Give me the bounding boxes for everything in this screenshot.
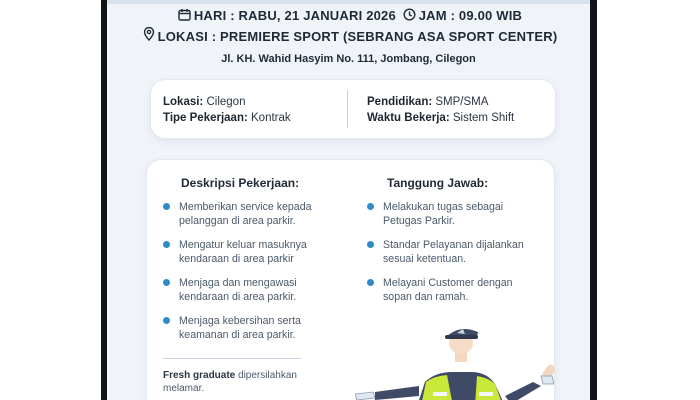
location-pin-icon — [143, 27, 155, 47]
info-left-column — [163, 94, 291, 126]
raised-hand — [541, 364, 555, 384]
bullet-dot-icon — [163, 241, 170, 248]
bullet-dot-icon — [367, 241, 374, 248]
bullet-dot-icon — [367, 279, 374, 286]
list-item: Menjaga dan mengawasi kendaraan di area parkir. — [163, 276, 343, 304]
job-poster — [107, 0, 590, 400]
job-info-card — [151, 80, 555, 138]
list-item: Melayani Customer dengan sopan dan ramah. — [367, 276, 539, 304]
event-header — [107, 6, 590, 67]
event-time: JAM : 09.00 WIB — [418, 8, 523, 23]
parking-attendant-illustration — [355, 326, 565, 400]
event-location: LOKASI : PREMIERE SPORT (SEBRANG ASA SPORT CENTER) — [157, 28, 558, 44]
info-tipe: Tipe Pekerjaan: Kontrak — [163, 112, 291, 124]
pointing-hand — [355, 392, 375, 400]
top-band — [107, 0, 590, 4]
date-time-row — [107, 6, 590, 27]
tanggung-jawab-column — [367, 176, 539, 314]
list-item: Melakukan tugas sebagai Petugas Parkir. — [367, 200, 539, 228]
list-item: Memberikan service kepada pelanggan di area parkir. — [163, 200, 343, 228]
location-row — [107, 27, 590, 48]
deskripsi-title: Deskripsi Pekerjaan: — [181, 176, 300, 190]
outer-background — [0, 0, 104, 400]
info-lokasi: Lokasi: Cilegon — [163, 96, 246, 108]
info-divider — [347, 90, 348, 128]
event-date: HARI : RABU, 21 JANUARI 2026 — [193, 8, 396, 23]
info-right-column — [367, 94, 514, 126]
calendar-icon — [178, 7, 191, 27]
info-waktu: Waktu Bekerja: Sistem Shift — [367, 112, 515, 124]
list-item: Standar Pelayanan dijalankan sesuai ketentuan. — [367, 238, 539, 266]
fresh-graduate-note: Fresh graduate dipersilahkan melamar. — [163, 370, 297, 394]
event-address: Jl. KH. Wahid Hasyim No. 111, Jombang, Cilegon — [221, 53, 476, 66]
note-divider-top — [163, 358, 301, 359]
info-pendidikan: Pendidikan: SMP/SMA — [367, 96, 489, 108]
tanggung-jawab-title: Tanggung Jawab: — [387, 176, 489, 190]
clock-icon — [403, 7, 416, 27]
deskripsi-list — [163, 200, 343, 342]
list-item: Mengatur keluar masuknya kendaraan di area parkir — [163, 238, 343, 266]
list-item: Menjaga kebersihan serta keamanan di area parkir. — [163, 314, 343, 342]
bullet-dot-icon — [163, 203, 170, 210]
deskripsi-column — [163, 176, 343, 352]
bullet-dot-icon — [163, 279, 170, 286]
bullet-dot-icon — [367, 203, 374, 210]
tanggung-jawab-list — [367, 200, 539, 304]
bullet-dot-icon — [163, 317, 170, 324]
poster-frame-right — [590, 0, 597, 400]
